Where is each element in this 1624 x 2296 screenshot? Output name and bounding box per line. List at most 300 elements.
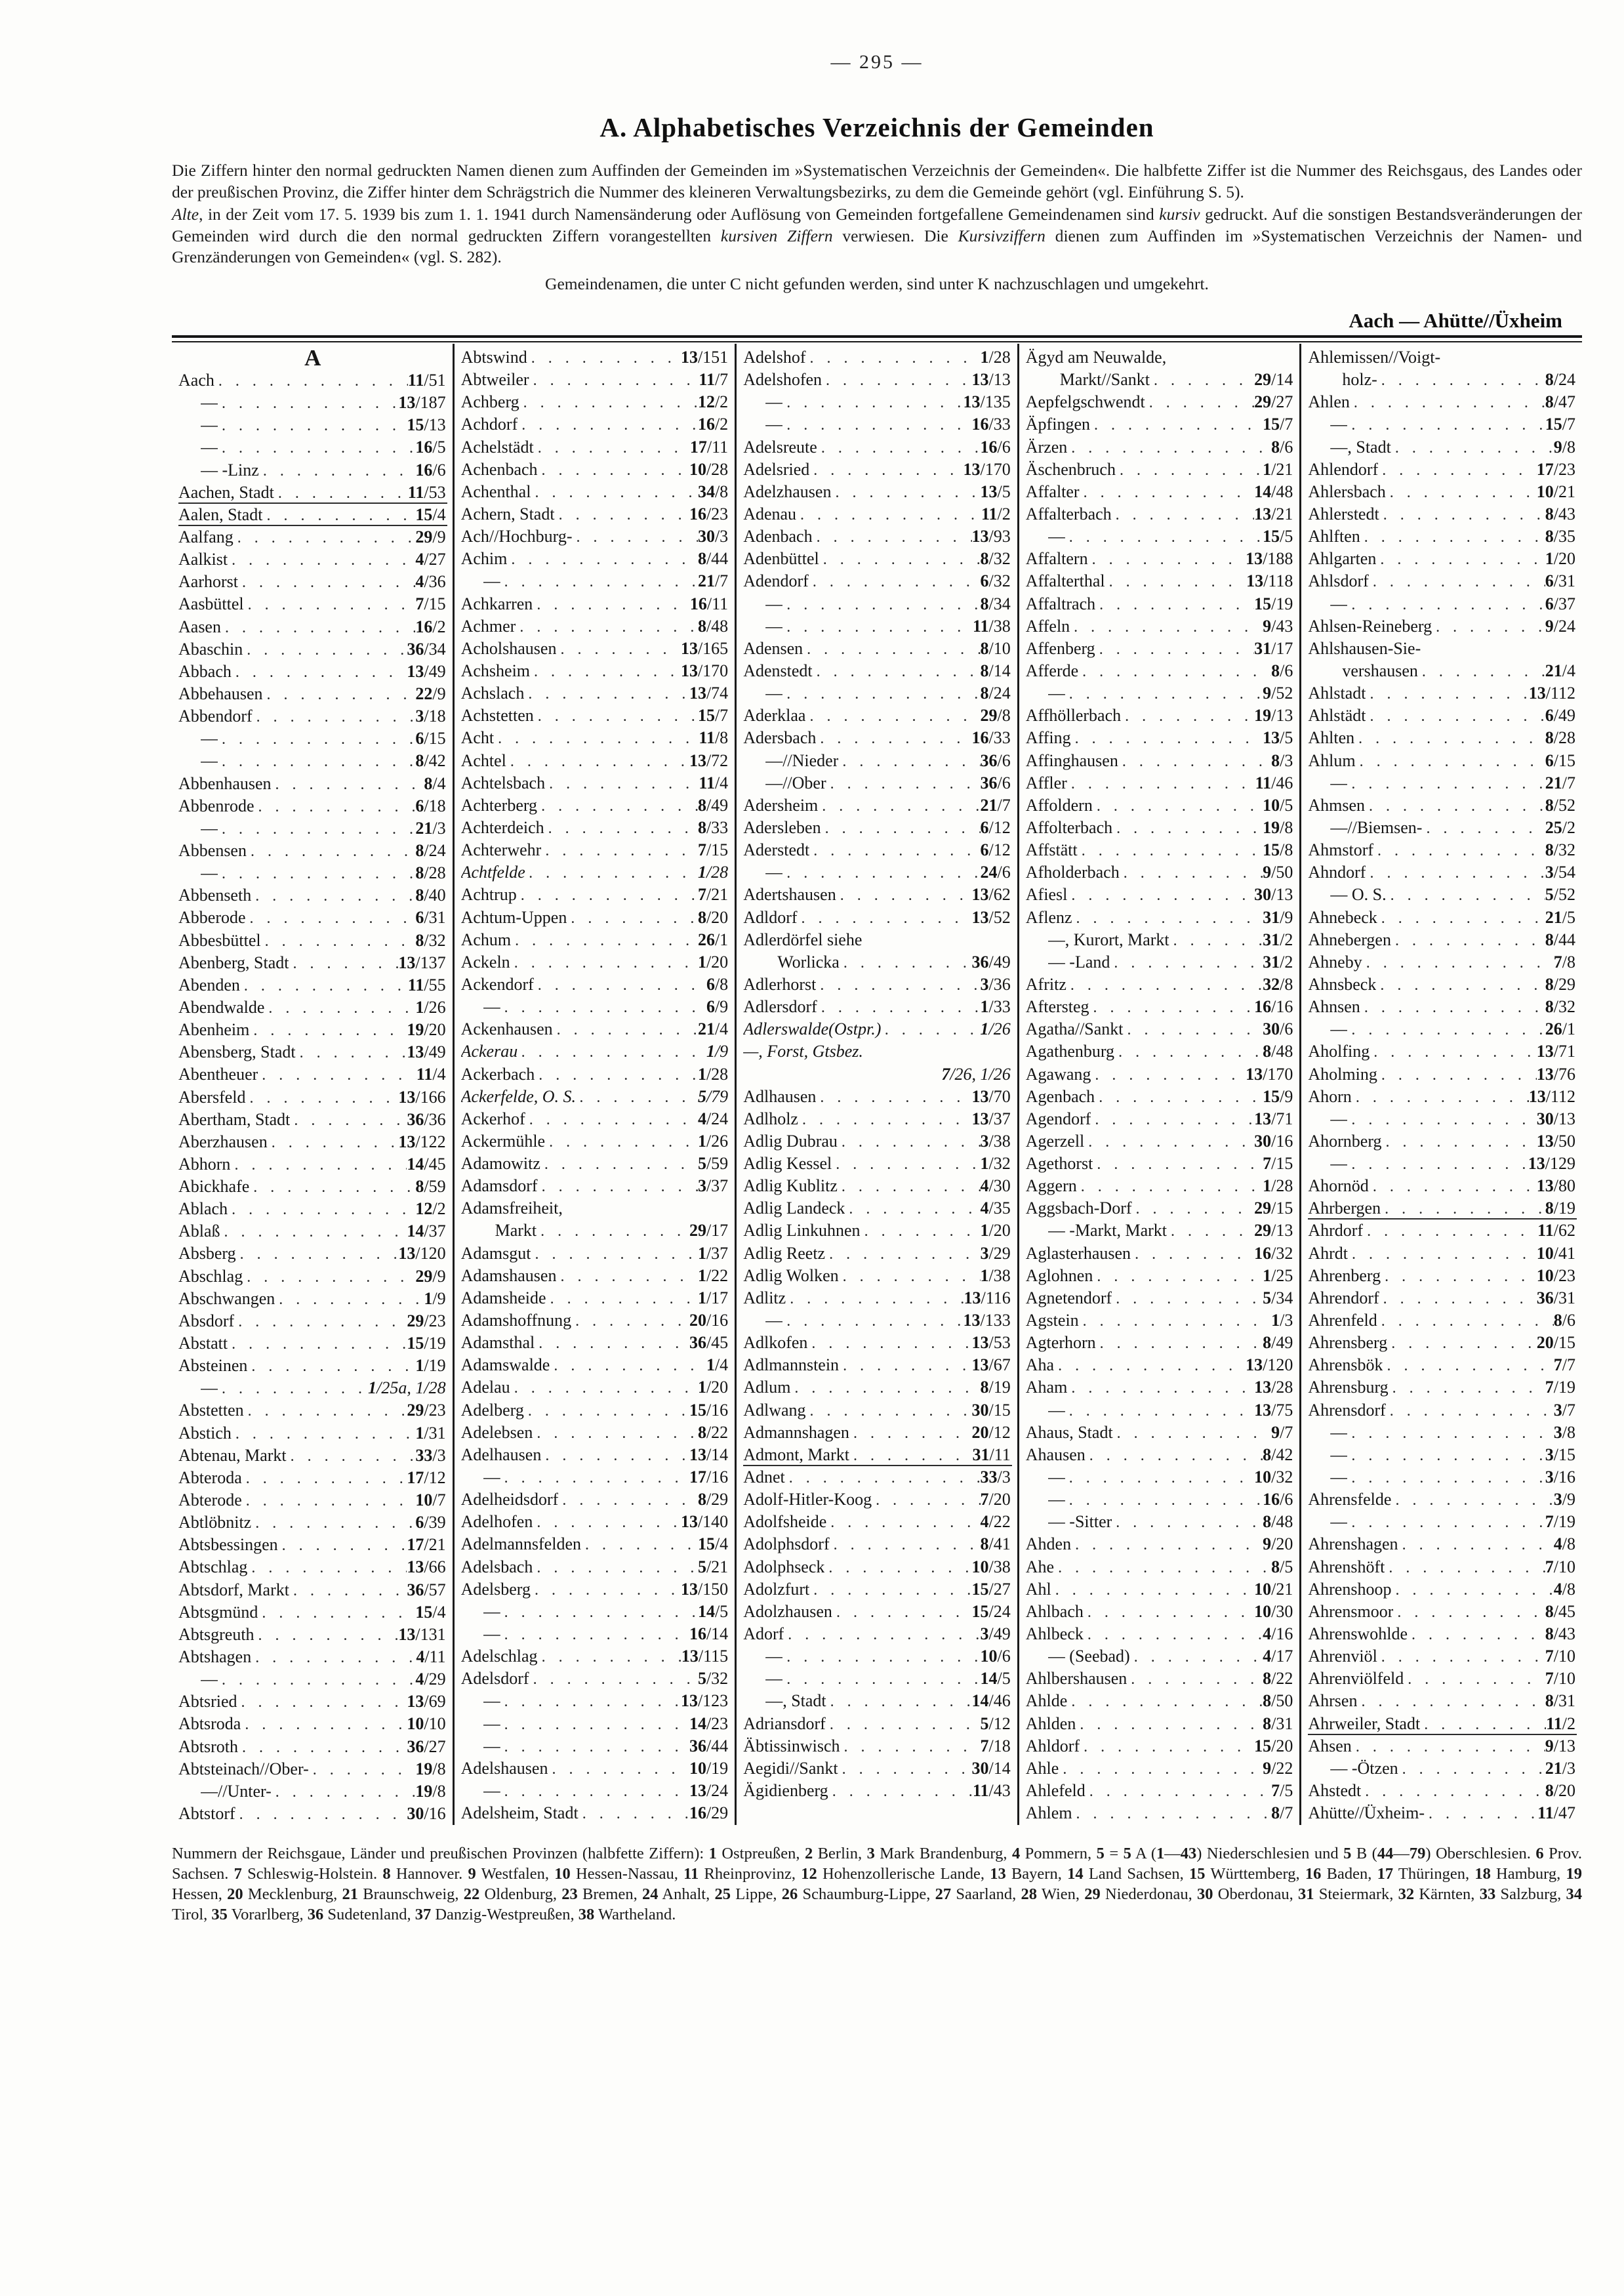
- index-entry: [461, 1309, 730, 1332]
- index-entry: [461, 1175, 730, 1197]
- entry-name: Acht: [460, 728, 495, 748]
- index-entry: [1308, 503, 1577, 525]
- entry-name: —, Stadt: [765, 1691, 826, 1711]
- entry-name: Ahlgarten: [1308, 549, 1377, 569]
- dot-leader: [1369, 570, 1545, 593]
- entry-number: 15/20: [1254, 1736, 1293, 1755]
- index-entry: [743, 1422, 1012, 1444]
- dot-leader: [218, 1377, 368, 1400]
- entry-name: Adlerhorst: [743, 974, 817, 994]
- dot-leader: [507, 548, 698, 571]
- entry-number: 8/29: [697, 1490, 729, 1509]
- entry-name: Ahlsen-Reineberg: [1308, 616, 1432, 636]
- dot-leader: [524, 682, 689, 705]
- index-entry: [1026, 1332, 1295, 1354]
- index-entry: [743, 1623, 1012, 1645]
- entry-number: 25/2: [1545, 817, 1575, 837]
- index-entry: [743, 1108, 1012, 1130]
- entry-name: Afferde: [1025, 661, 1079, 680]
- entry-name: Aglasterhausen: [1025, 1243, 1131, 1263]
- entry-number: 6/32: [980, 571, 1011, 591]
- entry-number: 6/31: [415, 908, 446, 928]
- index-entry: [1308, 548, 1577, 570]
- index-entry: [178, 1668, 447, 1691]
- entry-name: holz-: [1342, 370, 1377, 390]
- entry-number: 17/21: [407, 1535, 446, 1555]
- dot-leader: [1418, 660, 1545, 683]
- dot-leader: [1370, 1040, 1536, 1063]
- entry-number: 15/16: [689, 1400, 729, 1420]
- dot-leader: [1391, 929, 1545, 952]
- entry-number: 5/12: [980, 1713, 1011, 1733]
- index-entry: [178, 1377, 447, 1399]
- entry-name: Affaltern: [1025, 549, 1088, 569]
- dot-leader: [838, 1130, 981, 1153]
- index-entry: [461, 1511, 730, 1533]
- entry-number: 14/48: [1254, 482, 1293, 501]
- entry-name: Adlum: [743, 1378, 791, 1397]
- index-entry: [461, 1242, 730, 1265]
- entry-number: 11/8: [699, 728, 729, 748]
- entry-number: 31/11: [972, 1445, 1011, 1464]
- entry-number: 30/13: [1254, 885, 1293, 905]
- entry-number: 4/8: [1553, 1579, 1575, 1599]
- entry-name: — -Ötzen: [1330, 1758, 1398, 1778]
- entry-number: 8/22: [697, 1422, 729, 1442]
- dot-leader: [218, 436, 415, 459]
- entry-name: Agerzell: [1025, 1131, 1085, 1151]
- index-entry: [178, 1556, 447, 1578]
- entry-name: Ahrensfelde: [1308, 1490, 1392, 1509]
- dot-leader: [1347, 413, 1545, 436]
- index-entry: [178, 1579, 447, 1601]
- dot-leader: [1404, 1668, 1545, 1691]
- entry-number: 10/38: [971, 1557, 1011, 1576]
- index-entry: [1026, 839, 1295, 861]
- entry-number: 19/20: [407, 1020, 446, 1040]
- entry-number: 26/1: [697, 930, 729, 949]
- entry-number: 33/3: [415, 1445, 446, 1465]
- dot-leader: [1067, 884, 1254, 907]
- index-entry: [461, 525, 730, 548]
- entry-name: Aholming: [1308, 1064, 1377, 1084]
- entry-name: Ahrenshagen: [1308, 1534, 1398, 1554]
- dot-leader: [824, 1556, 971, 1579]
- entry-name: Affenberg: [1025, 638, 1095, 658]
- index-entry: [1308, 794, 1577, 817]
- entry-name: Ahlstadt: [1308, 684, 1366, 703]
- entry-name: Abschwangen: [178, 1288, 275, 1308]
- index-entry: [178, 1063, 447, 1086]
- index-entry: [1308, 369, 1577, 391]
- index-entry: [1308, 525, 1577, 548]
- index-entry: [743, 1488, 1012, 1511]
- entry-number: 36/49: [971, 952, 1011, 972]
- dot-leader: [289, 952, 399, 975]
- entry-number: 8/6: [1271, 437, 1293, 457]
- index-entry: [461, 570, 730, 592]
- entry-name: Adelau: [460, 1378, 510, 1397]
- entry-name: Ahnebergen: [1308, 930, 1391, 949]
- dot-leader: [830, 1533, 981, 1556]
- entry-name: Ach//Hochburg-: [460, 527, 573, 546]
- index-entry: [1026, 1063, 1295, 1086]
- entry-number: 16/11: [689, 594, 729, 613]
- dot-leader: [573, 525, 698, 548]
- entry-number: 13/131: [398, 1624, 446, 1644]
- index-entry: [743, 1399, 1012, 1422]
- entry-number: 4/16: [1263, 1624, 1293, 1644]
- index-entry: [743, 1086, 1012, 1108]
- index-entry: [1308, 1153, 1577, 1175]
- dot-leader: [1391, 1488, 1553, 1511]
- entry-name: Agawang: [1025, 1064, 1091, 1084]
- dot-leader: [828, 1780, 973, 1803]
- index-entry: [1308, 1780, 1577, 1802]
- entry-name: Ahrenshoop: [1308, 1579, 1392, 1599]
- entry-name: Ahrbergen: [1308, 1199, 1381, 1218]
- index-entry: [178, 705, 447, 728]
- entry-name: Ahrenshöft: [1308, 1557, 1385, 1576]
- dot-leader: [839, 1265, 981, 1288]
- entry-name: —: [1330, 1154, 1348, 1174]
- entry-number: 30/3: [697, 527, 729, 546]
- index-entry: [1026, 1556, 1295, 1578]
- entry-name: Adamshausen: [460, 1265, 557, 1285]
- index-entry: [743, 1309, 1012, 1332]
- entry-name: Achenthal: [460, 482, 531, 501]
- dot-leader: [803, 638, 980, 661]
- index-entry: [178, 1489, 447, 1511]
- dot-leader: [1347, 772, 1545, 795]
- dot-leader: [555, 503, 689, 526]
- entry-number: 11/38: [972, 616, 1011, 636]
- dot-leader: [530, 660, 681, 683]
- dot-leader: [1066, 974, 1263, 996]
- entry-number: 17/11: [689, 437, 729, 457]
- index-column: [1017, 344, 1300, 1825]
- index-column: [453, 344, 735, 1825]
- entry-name: —: [483, 571, 500, 591]
- index-entry: [1026, 1690, 1295, 1712]
- dot-leader: [579, 1802, 689, 1825]
- index-entry: [1308, 682, 1577, 705]
- entry-name: Affaltrach: [1025, 594, 1096, 613]
- entry-number: 1/26: [980, 1019, 1011, 1039]
- entry-number: 1/4: [706, 1355, 729, 1375]
- entry-name: Ahrensberg: [1308, 1333, 1388, 1353]
- entry-name: Ahmsen: [1308, 795, 1366, 815]
- index-entry: [461, 481, 730, 503]
- entry-name: Adendorf: [743, 571, 809, 591]
- dot-leader: [1065, 682, 1263, 705]
- entry-name: Abterode: [178, 1490, 242, 1510]
- dot-leader: [1084, 1130, 1254, 1153]
- entry-number: 4/22: [980, 1512, 1011, 1532]
- entry-number: 13/123: [680, 1691, 729, 1711]
- index-entry: [1308, 1444, 1577, 1466]
- entry-name: Adenstedt: [743, 661, 813, 680]
- index-entry: [178, 1131, 447, 1153]
- index-entry: [1308, 1287, 1577, 1309]
- entry-name: Admont, Markt: [743, 1445, 849, 1464]
- dot-leader: [872, 1488, 980, 1511]
- index-entry: [1308, 1332, 1577, 1354]
- entry-number: 6/15: [1545, 750, 1575, 770]
- index-column: [1299, 344, 1582, 1825]
- entry-name: Achslach: [460, 684, 525, 703]
- index-entry: [461, 1332, 730, 1354]
- entry-number: 10/30: [1254, 1601, 1293, 1621]
- entry-name: —, Stadt: [1330, 437, 1391, 457]
- entry-name: Ahrsen: [1308, 1691, 1358, 1711]
- entry-number: 7/19: [1545, 1512, 1575, 1532]
- index-entry: [1026, 1197, 1295, 1220]
- dot-leader: [244, 593, 416, 616]
- dot-leader: [1116, 459, 1263, 482]
- dot-leader: [309, 1758, 416, 1781]
- index-entry: [1026, 1713, 1295, 1735]
- dot-leader: [1347, 1108, 1536, 1131]
- index-entry: [1026, 660, 1295, 682]
- index-entry: [1026, 750, 1295, 772]
- entry-number: 17/23: [1536, 459, 1575, 479]
- entry-name: Ahrensburg: [1308, 1378, 1389, 1397]
- index-entry: [178, 884, 447, 907]
- intro-paragraph: Gemeindenamen, die unter C nicht gefunden werden, sind unter K nachzuschlagen und umgekehrt.: [545, 274, 1209, 293]
- entry-number: 3/16: [1545, 1467, 1575, 1487]
- entry-name: Agenbach: [1025, 1086, 1095, 1106]
- entry-number: 8/44: [697, 549, 729, 569]
- dot-leader: [1366, 705, 1545, 728]
- dot-leader: [1091, 1063, 1246, 1086]
- dot-leader: [786, 1287, 964, 1310]
- entry-number: 13/188: [1246, 549, 1293, 569]
- dot-leader: [238, 1736, 407, 1759]
- entry-number: 29/23: [407, 1401, 446, 1420]
- entry-name: Ahlersbach: [1308, 482, 1386, 501]
- dot-leader: [1352, 1086, 1529, 1109]
- dot-leader: [1377, 369, 1545, 392]
- index-entry: [461, 1444, 730, 1466]
- dot-leader: [548, 1757, 689, 1780]
- dot-leader: [1356, 750, 1545, 773]
- entry-name: Ahlbach: [1025, 1601, 1084, 1621]
- dot-leader: [259, 459, 416, 482]
- dot-leader: [247, 840, 415, 863]
- entry-number: 8/44: [1545, 930, 1575, 949]
- entry-name: Achelstädt: [460, 437, 534, 457]
- index-entry: [1026, 996, 1295, 1018]
- entry-number: 29/14: [1254, 370, 1293, 390]
- index-entry: [461, 772, 730, 794]
- intro-block: [172, 160, 1582, 295]
- entry-name: Adlhausen: [743, 1086, 817, 1106]
- dot-leader: [534, 436, 690, 459]
- entry-name: Adlersdorf: [743, 997, 817, 1017]
- index-entry: [1308, 1063, 1577, 1086]
- dot-leader: [500, 1690, 681, 1713]
- entry-number: 1/31: [415, 1423, 446, 1443]
- entry-name: Ablaß: [178, 1221, 220, 1241]
- dot-leader: [1065, 525, 1263, 548]
- entry-name: Ahlshausen-Sie-: [1308, 638, 1421, 658]
- index-entry: [1308, 951, 1577, 974]
- dot-leader: [535, 1063, 698, 1086]
- index-entry: [1308, 1735, 1577, 1757]
- dot-leader: [816, 727, 971, 750]
- entry-name: Abtsbessingen: [178, 1535, 278, 1555]
- index-entry: [178, 1220, 447, 1242]
- entry-name: Adlig Linkuhnen: [743, 1221, 861, 1240]
- dot-leader: [1051, 1578, 1254, 1601]
- entry-name: Adelsdorf: [460, 1669, 529, 1689]
- entry-number: 8/31: [1263, 1713, 1293, 1733]
- entry-number: 8/24: [415, 840, 446, 860]
- dot-leader: [546, 1287, 698, 1310]
- entry-number: 1/28: [697, 863, 729, 882]
- dot-leader: [500, 996, 706, 1019]
- entry-number: 17/12: [407, 1467, 446, 1487]
- index-entry: [1308, 1601, 1577, 1623]
- page-number: — 295 —: [830, 51, 924, 73]
- index-entry: [1026, 525, 1295, 548]
- entry-number: 11/51: [407, 371, 446, 390]
- index-entry: [743, 615, 1012, 638]
- dot-leader: [809, 1578, 971, 1601]
- entry-number: 13/150: [680, 1579, 729, 1599]
- entry-name: — -Land: [1047, 952, 1110, 972]
- entry-number: 8/5: [1271, 1557, 1293, 1576]
- dot-leader: [1363, 1220, 1537, 1242]
- entry-number: 4/30: [980, 1176, 1011, 1196]
- entry-number: 20/15: [1536, 1333, 1575, 1353]
- entry-number: 36/44: [689, 1736, 729, 1755]
- entry-number: 20/16: [689, 1311, 729, 1330]
- entry-name: Affinghausen: [1025, 750, 1118, 770]
- entry-number: 13/170: [680, 661, 729, 680]
- dot-leader: [214, 369, 408, 392]
- entry-name: —: [1047, 527, 1065, 546]
- index-entry: [178, 593, 447, 615]
- index-entry: [461, 1399, 730, 1422]
- dot-leader: [218, 817, 415, 840]
- entry-number: 16/33: [971, 415, 1011, 434]
- entry-name: Ahrweiler, Stadt: [1308, 1713, 1421, 1733]
- entry-name: Achmer: [460, 616, 516, 636]
- entry-number: 8/32: [1545, 840, 1575, 860]
- entry-name: Adelsried: [743, 459, 810, 479]
- entry-name: —: [765, 1647, 783, 1666]
- entry-name: —//Unter-: [201, 1781, 272, 1801]
- entry-name: —: [483, 997, 500, 1017]
- entry-number: 36/36: [407, 1109, 446, 1129]
- dot-leader: [1067, 1376, 1254, 1399]
- entry-number: 26/1: [1545, 1019, 1575, 1039]
- index-entry: [1026, 1086, 1295, 1108]
- entry-name: Afholderbach: [1025, 863, 1120, 882]
- index-entry: [743, 907, 1012, 929]
- index-entry: [743, 548, 1012, 570]
- index-entry: [178, 1445, 447, 1467]
- entry-number: 13/13: [971, 370, 1011, 390]
- index-entry: [743, 1220, 1012, 1242]
- index-entry: [743, 525, 1012, 548]
- entry-number: 11/4: [416, 1065, 446, 1084]
- index-column: [172, 344, 453, 1825]
- dot-leader: [1352, 1735, 1545, 1758]
- entry-number: 19/8: [1263, 817, 1293, 837]
- entry-name: Ahle: [1025, 1758, 1059, 1778]
- entry-name: Abaschin: [178, 639, 243, 659]
- index-entry: [743, 1354, 1012, 1376]
- index-entry: [178, 1691, 447, 1713]
- entry-number: 3/8: [1553, 1422, 1575, 1442]
- entry-number: 8/48: [1263, 1042, 1293, 1061]
- entry-number: 8/50: [1263, 1691, 1293, 1711]
- entry-name: —: [1330, 1445, 1348, 1464]
- entry-name: Ahlen: [1308, 392, 1350, 412]
- entry-number: 8/20: [1545, 1781, 1575, 1800]
- dot-leader: [1377, 907, 1545, 930]
- entry-number: 4/8: [1553, 1534, 1575, 1554]
- index-columns: [172, 344, 1582, 1825]
- dot-leader: [234, 1310, 407, 1333]
- dot-leader: [813, 525, 972, 548]
- dot-leader: [1054, 1556, 1271, 1579]
- index-entry: [1308, 1757, 1577, 1780]
- dot-leader: [1393, 1601, 1545, 1624]
- dot-leader: [816, 974, 980, 996]
- entry-number: 13/5: [980, 482, 1011, 501]
- dot-leader: [576, 1086, 698, 1109]
- entry-number: 8/3: [1271, 750, 1293, 770]
- index-entry: [1308, 459, 1577, 481]
- dot-leader: [500, 1735, 689, 1758]
- entry-name: Adersbach: [743, 728, 817, 748]
- dot-leader: [531, 1242, 697, 1265]
- index-entry: [178, 1780, 447, 1803]
- index-entry: [461, 503, 730, 525]
- index-entry: [461, 1220, 730, 1242]
- dot-leader: [1398, 1757, 1545, 1780]
- entry-number: 4/36: [415, 572, 446, 592]
- index-entry: [743, 1735, 1012, 1757]
- dot-leader: [1385, 1556, 1545, 1579]
- entry-name: Adamsheide: [460, 1288, 546, 1307]
- entry-name: Abtsgreuth: [178, 1624, 254, 1644]
- index-entry: [1308, 1713, 1577, 1735]
- entry-name: Abtweiler: [460, 370, 529, 390]
- index-entry: [178, 638, 447, 661]
- entry-name: Adelebsen: [460, 1422, 533, 1442]
- index-entry: [178, 1803, 447, 1825]
- entry-number: 10/21: [1254, 1579, 1293, 1599]
- entry-number: 10/28: [689, 459, 729, 479]
- index-entry: [743, 794, 1012, 817]
- entry-name: Adriansdorf: [743, 1713, 826, 1733]
- entry-number: 1/28: [697, 1064, 729, 1084]
- index-entry: [1308, 861, 1577, 884]
- entry-number: 10/6: [980, 1647, 1011, 1666]
- index-entry: [178, 414, 447, 436]
- entry-number: 7/20: [980, 1490, 1011, 1509]
- dot-leader: [1112, 817, 1263, 840]
- index-entry: [743, 1130, 1012, 1153]
- entry-name: Abersfeld: [178, 1087, 246, 1107]
- entry-number: 9/50: [1263, 863, 1293, 882]
- dot-leader: [1408, 1623, 1545, 1646]
